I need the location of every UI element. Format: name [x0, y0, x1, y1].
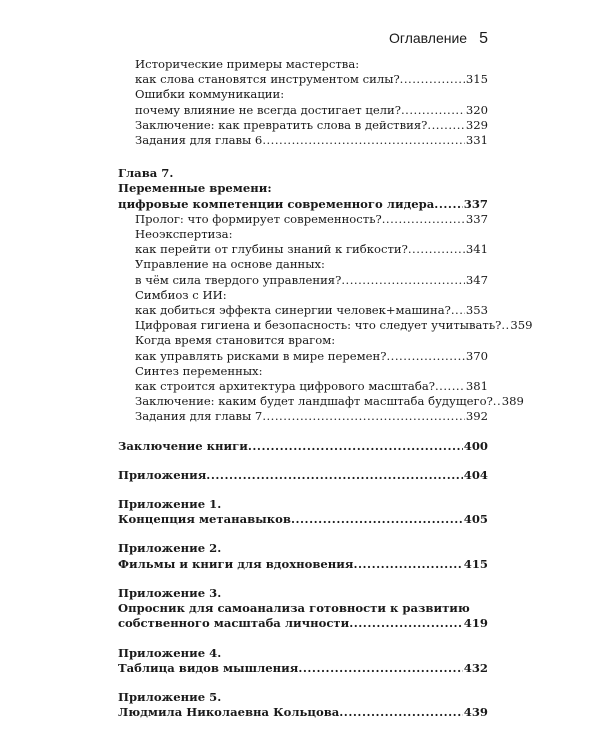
leader-dots: [427, 118, 464, 133]
appendix-3: [118, 586, 488, 632]
toc-entry-title: собственного масштаба личности: [118, 616, 350, 631]
leader-dots: [349, 616, 463, 631]
appendix-label: Приложение 2.: [118, 541, 222, 556]
toc-entry-page: 392: [465, 409, 488, 424]
appendix-label: Приложение 1.: [118, 497, 222, 512]
toc-entry-title: Заключение: как превратить слова в действия?: [135, 117, 428, 132]
toc-entry[interactable]: [118, 118, 488, 133]
toc-entry-title: Приложения: [118, 467, 207, 482]
toc-entry-title: Фильмы и книги для вдохновения: [118, 556, 354, 571]
toc-entry-title: как управлять рисками в мире перемен?: [135, 348, 387, 363]
toc-entry-title: Концепция метанавыков: [118, 512, 291, 527]
appendix-2: [118, 541, 488, 571]
toc-entry-page: 329: [465, 117, 488, 132]
toc-entry-title: Пролог: что формирует современность?: [135, 211, 382, 226]
toc-entry-page: 359: [510, 318, 533, 333]
toc-entry-page: 353: [465, 303, 488, 318]
leader-dots: [400, 72, 465, 87]
chapter-title: цифровые компетенции современного лидера: [118, 196, 435, 211]
toc-entry-title: Цифровая гигиена и безопасность: что следует учитывать?: [135, 318, 502, 333]
toc-entry-page: 315: [465, 72, 488, 87]
toc-entry-page: 432: [463, 660, 488, 675]
toc-entry[interactable]: [118, 349, 488, 364]
toc-entry[interactable]: [118, 242, 488, 257]
toc-entry-page: 381: [465, 379, 488, 394]
chapter-6-tail: [118, 57, 488, 148]
toc-entry[interactable]: [118, 103, 488, 118]
toc-subheading: Когда время становится врагом:: [135, 333, 336, 348]
leader-dots: [341, 273, 465, 288]
leader-dots: [382, 212, 465, 227]
toc-entry-title: как строится архитектура цифрового масштаба?: [135, 379, 435, 394]
running-head-title: Оглавление: [389, 30, 468, 46]
toc-entry-title: Людмила Николаевна Кольцова: [118, 705, 340, 720]
appendix-label: Приложение 3.: [118, 585, 222, 600]
appendix-label: Приложение 4.: [118, 645, 222, 660]
leader-dots: [493, 394, 501, 409]
chapter-page: 337: [463, 196, 488, 211]
toc-subheading: Ошибки коммуникации:: [135, 87, 285, 102]
leader-dots: [501, 318, 509, 333]
appendix-title-line: Опросник для самоанализа готовности к развитию: [118, 601, 470, 616]
leader-dots: [408, 242, 465, 257]
leader-dots: [353, 557, 462, 572]
toc-entry-page: 389: [501, 394, 524, 409]
toc-entry-page: 347: [465, 272, 488, 287]
leader-dots: [291, 512, 463, 527]
table-of-contents: [118, 57, 533, 720]
toc-entry-page: 415: [463, 556, 488, 571]
toc-entry[interactable]: [118, 133, 488, 148]
leader-dots: [262, 409, 465, 424]
toc-entry-page: 419: [463, 616, 488, 631]
leader-dots: [401, 103, 465, 118]
toc-entry-page: 341: [465, 242, 488, 257]
leader-dots: [386, 349, 464, 364]
leader-dots: [298, 661, 462, 676]
toc-entry-title: как перейти от глубины знаний к гибкости?: [135, 242, 408, 257]
appendix-4: [118, 646, 488, 676]
leader-dots: [262, 133, 465, 148]
toc-entry-page: 337: [465, 211, 488, 226]
page-number: 5: [479, 30, 488, 47]
toc-subheading: Исторические примеры мастерства:: [135, 57, 360, 71]
toc-subheading: Синтез переменных:: [135, 363, 263, 378]
toc-entry-page: 370: [465, 348, 488, 363]
leader-dots: [339, 705, 463, 720]
appendix-5: [118, 690, 488, 720]
leader-dots: [434, 197, 463, 212]
chapter-title-entry[interactable]: [118, 197, 488, 212]
toc-entry-title: Заключение: каким будет ландшафт масштаба будущего?: [135, 394, 493, 409]
chapter-title-line: Переменные времени:: [118, 181, 272, 196]
appendix-label: Приложение 5.: [118, 689, 222, 704]
toc-entry[interactable]: [118, 303, 488, 318]
chapter-label: Глава 7.: [118, 166, 174, 181]
toc-entry-title: Задания для главы 7: [135, 409, 263, 424]
toc-entry-page: 404: [463, 467, 488, 482]
toc-appendices[interactable]: [118, 468, 488, 483]
toc-entry-title: как слова становятся инструментом силы?: [135, 72, 400, 87]
appendix-entry[interactable]: [118, 705, 488, 720]
toc-entry-title: почему влияние не всегда достигает цели?: [135, 102, 401, 117]
toc-entry[interactable]: [118, 394, 524, 409]
toc-subheading: Симбиоз с ИИ:: [135, 287, 227, 302]
leader-dots: [451, 303, 465, 318]
chapter-7: [118, 166, 533, 424]
appendix-entry[interactable]: [118, 557, 488, 572]
appendix-entry[interactable]: [118, 616, 488, 631]
toc-entry-title: Таблица видов мышления: [118, 660, 299, 675]
toc-entry-title: Задания для главы 6: [135, 133, 263, 148]
toc-entry-title: в чём сила твердого управления?: [135, 272, 342, 287]
leader-dots: [248, 439, 463, 454]
toc-entry-title: Заключение книги: [118, 438, 248, 453]
appendix-1: [118, 497, 488, 527]
toc-entry[interactable]: [118, 409, 488, 424]
toc-subheading: Управление на основе данных:: [135, 257, 325, 272]
appendix-entry[interactable]: [118, 661, 488, 676]
toc-entry[interactable]: [118, 379, 488, 394]
toc-subheading: Неоэкспертиза:: [135, 227, 233, 242]
leader-dots: [206, 468, 463, 483]
toc-entry-page: 439: [463, 705, 488, 720]
toc-entry[interactable]: [118, 318, 533, 333]
toc-entry[interactable]: [118, 212, 488, 227]
toc-conclusion[interactable]: [118, 439, 488, 454]
appendix-entry[interactable]: [118, 512, 488, 527]
running-head: [389, 30, 488, 48]
toc-entry-page: 331: [465, 133, 488, 148]
leader-dots: [435, 379, 465, 394]
toc-entry-page: 405: [463, 512, 488, 527]
toc-entry[interactable]: [118, 72, 488, 87]
toc-entry-title: как добиться эффекта синергии человек+машина?: [135, 303, 451, 318]
toc-entry[interactable]: [118, 273, 488, 288]
toc-entry-page: 400: [463, 438, 488, 453]
toc-entry-page: 320: [465, 102, 488, 117]
